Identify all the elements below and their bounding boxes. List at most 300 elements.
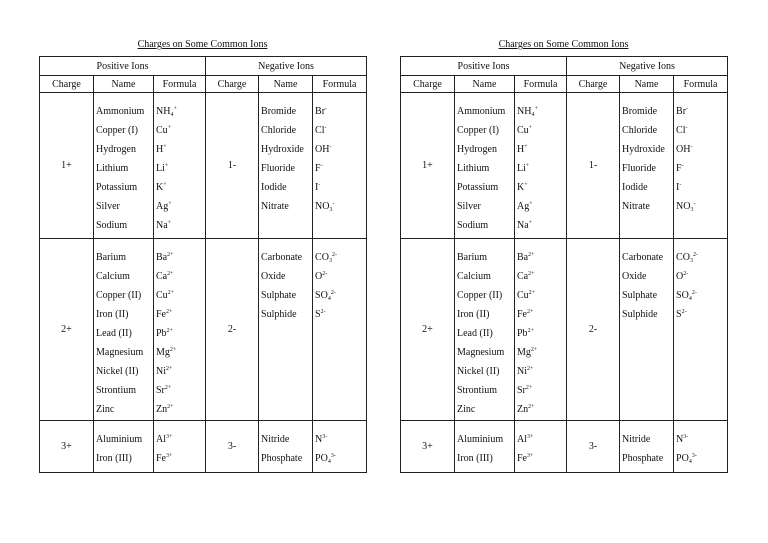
ion-formula: [676, 102, 727, 121]
formula-charge: 3-: [330, 453, 336, 459]
negative-formula-cell: [674, 421, 728, 473]
ion-name: Fluoride: [261, 163, 295, 174]
formula-charge: 2+: [167, 271, 174, 277]
ion-name: Magnesium: [457, 347, 505, 358]
formula-charge: 2-: [692, 252, 698, 258]
formula-charge: +: [167, 125, 172, 131]
table-row: [40, 93, 367, 239]
ion-formula: [315, 178, 366, 197]
formula-charge: 2-: [330, 290, 336, 296]
formula-symbol: Al: [156, 434, 166, 445]
formula-charge: -: [693, 201, 696, 207]
formula-charge: 2+: [164, 385, 172, 391]
formula-symbol: Br: [676, 106, 687, 117]
ion-formula: [315, 121, 366, 140]
ion-formula: [517, 267, 566, 286]
ion-name: Nitrate: [261, 201, 289, 212]
ion-name: Hydrogen: [457, 144, 497, 155]
negative-name-cell: [620, 239, 674, 421]
negative-name-cell: [620, 421, 674, 473]
formula-charge: +: [163, 144, 167, 150]
negative-name-cell: [259, 421, 313, 473]
ion-table: [400, 56, 728, 473]
ion-name: Nitride: [261, 434, 290, 445]
ion-formula: [315, 286, 366, 305]
positive-charge-cell: 3+: [401, 421, 455, 473]
name-header: Name: [259, 76, 313, 93]
formula-subscript: 4: [531, 112, 535, 118]
formula-symbol: Ni: [156, 366, 166, 377]
formula-charge: 2+: [527, 328, 534, 334]
formula-charge: 2-: [681, 309, 687, 315]
positive-charge-cell: 1+: [40, 93, 94, 239]
ion-formula: [517, 449, 566, 468]
formula-charge: 2+: [527, 366, 534, 372]
formula-symbol: Fe: [517, 309, 527, 320]
formula-charge: +: [168, 201, 172, 207]
formula-symbol: Ag: [156, 201, 169, 212]
formula-subscript: 4: [170, 112, 174, 118]
positive-charge-cell: 2+: [40, 239, 94, 421]
negative-ions-header: Negative Ions: [567, 57, 728, 76]
formula-symbol: OH: [676, 144, 691, 155]
table-row: [40, 421, 367, 473]
ion-name: Nitrate: [622, 201, 650, 212]
ion-formula: [517, 305, 566, 324]
ion-formula: [676, 267, 727, 286]
formula-symbol: K: [156, 182, 164, 193]
negative-charge-cell: 2-: [206, 239, 259, 421]
formula-symbol: Ca: [517, 271, 529, 282]
formula-charge: +: [525, 163, 530, 169]
negative-formula-cell: [674, 239, 728, 421]
formula-subscript: 3: [689, 258, 693, 264]
ion-name: Strontium: [96, 385, 137, 396]
ion-name: Sulphide: [622, 309, 658, 320]
formula-charge: +: [167, 220, 172, 226]
ion-name: Iron (III): [457, 453, 493, 464]
ion-formula: [315, 159, 366, 178]
formula-charge: 2-: [691, 290, 697, 296]
ion-name: Barium: [457, 252, 487, 263]
positive-formula-cell: [515, 93, 567, 239]
positive-formula-cell: [154, 239, 206, 421]
ion-formula: [517, 159, 566, 178]
charge-header: Charge: [206, 76, 259, 93]
formula-charge: -: [681, 163, 684, 169]
ion-name: Zinc: [96, 404, 115, 415]
formula-symbol: Li: [517, 163, 526, 174]
ion-formula: [156, 197, 205, 216]
formula-header: Formula: [154, 76, 206, 93]
ion-formula: [676, 430, 727, 449]
formula-subscript: 3: [328, 258, 332, 264]
positive-charge-cell: 1+: [401, 93, 455, 239]
formula-subscript: 4: [327, 459, 331, 465]
name-header: Name: [455, 76, 515, 93]
ion-formula: [517, 248, 566, 267]
ion-name: Zinc: [457, 404, 476, 415]
ion-name: Iodide: [261, 182, 287, 193]
ion-formula: [676, 159, 727, 178]
positive-charge-cell: 2+: [401, 239, 455, 421]
ion-name: Bromide: [261, 106, 297, 117]
positive-ions-header: Positive Ions: [401, 57, 567, 76]
formula-charge: +: [163, 182, 167, 188]
formula-charge: 3-: [683, 434, 689, 440]
formula-subscript: 4: [688, 296, 692, 302]
formula-charge: 2-: [322, 271, 328, 277]
ion-name: Carbonate: [622, 252, 664, 263]
formula-symbol: SO: [315, 290, 328, 301]
table-row: [401, 93, 728, 239]
ion-formula: [517, 102, 566, 121]
formula-symbol: Cl: [315, 125, 325, 136]
formula-symbol: CO: [676, 252, 690, 263]
ion-name: Iodide: [622, 182, 648, 193]
ion-formula: [156, 400, 205, 419]
formula-charge: 2+: [166, 366, 173, 372]
formula-symbol: Mg: [517, 347, 531, 358]
formula-charge: -: [324, 125, 327, 131]
formula-header: Formula: [515, 76, 567, 93]
ion-formula: [517, 178, 566, 197]
ion-name: Sulphide: [261, 309, 297, 320]
ion-formula: [517, 140, 566, 159]
formula-symbol: Li: [156, 163, 165, 174]
ion-table: [39, 56, 367, 473]
ion-name: Bromide: [622, 106, 658, 117]
formula-symbol: S: [676, 309, 682, 320]
ion-formula: [156, 140, 205, 159]
ion-formula: [676, 197, 727, 216]
ion-formula: [517, 362, 566, 381]
formula-symbol: F: [315, 163, 321, 174]
charge-header: Charge: [40, 76, 94, 93]
formula-symbol: K: [517, 182, 525, 193]
ion-formula: [517, 324, 566, 343]
ion-formula: [156, 178, 205, 197]
ion-name: Chloride: [261, 125, 297, 136]
formula-charge: -: [690, 144, 693, 150]
negative-name-cell: [259, 93, 313, 239]
formula-charge: -: [679, 182, 682, 188]
ion-name: Lithium: [96, 163, 129, 174]
page-title: Charges on Some Common Ions: [137, 39, 268, 50]
ion-name: Chloride: [622, 125, 658, 136]
formula-symbol: Ba: [156, 252, 168, 263]
ion-name: Copper (I): [457, 125, 499, 136]
ion-name: Silver: [96, 201, 120, 212]
ion-name: Potassium: [457, 182, 499, 193]
formula-symbol: PO: [676, 453, 689, 464]
positive-name-cell: [455, 93, 515, 239]
formula-symbol: Cu: [517, 125, 529, 136]
ion-formula: [517, 430, 566, 449]
formula-symbol: Pb: [156, 328, 167, 339]
ion-formula: [315, 449, 366, 468]
formula-charge: 2-: [331, 252, 337, 258]
formula-charge: 2+: [169, 347, 177, 353]
ion-formula: [315, 430, 366, 449]
formula-symbol: O: [676, 271, 684, 282]
formula-charge: +: [534, 106, 538, 112]
ion-name: Aluminium: [96, 434, 143, 445]
negative-formula-cell: [674, 93, 728, 239]
ion-chart-left: [39, 36, 366, 473]
ion-formula: [517, 400, 566, 419]
ion-name: Hydroxide: [261, 144, 304, 155]
positive-name-cell: [455, 239, 515, 421]
formula-charge: 3+: [166, 453, 173, 459]
formula-charge: 2+: [527, 309, 534, 315]
ion-chart-right: [400, 36, 727, 473]
ion-formula: [156, 248, 205, 267]
ion-name: Silver: [457, 201, 481, 212]
formula-symbol: OH: [315, 144, 330, 155]
positive-name-cell: [455, 421, 515, 473]
table-row: [40, 239, 367, 421]
formula-charge: 3+: [166, 434, 173, 440]
formula-symbol: Sr: [156, 385, 165, 396]
formula-symbol: Fe: [156, 309, 166, 320]
ion-formula: [156, 159, 205, 178]
formula-charge: +: [528, 220, 533, 226]
formula-charge: -: [332, 201, 335, 207]
ion-name: Iron (II): [457, 309, 490, 320]
ion-body: [401, 93, 728, 473]
formula-charge: 2+: [167, 404, 174, 410]
ion-formula: [156, 343, 205, 362]
formula-symbol: Ag: [517, 201, 530, 212]
formula-symbol: Al: [517, 434, 527, 445]
negative-charge-cell: 2-: [567, 239, 620, 421]
formula-charge: 2+: [525, 385, 533, 391]
ion-name: Calcium: [457, 271, 491, 282]
negative-charge-cell: 1-: [567, 93, 620, 239]
ion-name: Strontium: [457, 385, 498, 396]
ion-formula: [156, 305, 205, 324]
formula-charge: 2+: [528, 404, 535, 410]
positive-formula-cell: [154, 421, 206, 473]
page-title: Charges on Some Common Ions: [498, 39, 629, 50]
formula-symbol: Na: [517, 220, 529, 231]
formula-symbol: Mg: [156, 347, 170, 358]
ion-name: Iron (II): [96, 309, 129, 320]
formula-symbol: Sr: [517, 385, 526, 396]
ion-formula: [156, 121, 205, 140]
ion-name: Fluoride: [622, 163, 656, 174]
negative-ions-header: Negative Ions: [206, 57, 367, 76]
ion-formula: [156, 449, 205, 468]
formula-symbol: Br: [315, 106, 326, 117]
ion-name: Calcium: [96, 271, 130, 282]
formula-header: Formula: [313, 76, 367, 93]
ion-formula: [156, 216, 205, 235]
formula-symbol: NO: [315, 201, 330, 212]
negative-charge-cell: 3-: [206, 421, 259, 473]
ion-name: Hydrogen: [96, 144, 136, 155]
ion-formula: [315, 305, 366, 324]
ion-body: [40, 93, 367, 473]
formula-charge: +: [529, 201, 533, 207]
formula-charge: -: [686, 106, 689, 112]
ion-formula: [676, 121, 727, 140]
ion-name: Aluminium: [457, 434, 504, 445]
ion-name: Sulphate: [261, 290, 297, 301]
ion-name: Ammonium: [96, 106, 145, 117]
positive-charge-cell: 3+: [40, 421, 94, 473]
formula-charge: -: [685, 125, 688, 131]
positive-formula-cell: [515, 421, 567, 473]
formula-symbol: O: [315, 271, 323, 282]
formula-symbol: NO: [676, 201, 691, 212]
positive-name-cell: [94, 421, 154, 473]
charge-header: Charge: [567, 76, 620, 93]
formula-symbol: H: [517, 144, 525, 155]
ion-formula: [676, 140, 727, 159]
ion-formula: [156, 381, 205, 400]
formula-symbol: Zn: [517, 404, 529, 415]
formula-symbol: Cu: [517, 290, 529, 301]
ion-name: Sodium: [96, 220, 128, 231]
formula-subscript: 4: [688, 459, 692, 465]
ion-name: Lead (II): [457, 328, 493, 339]
ion-formula: [315, 267, 366, 286]
name-header: Name: [620, 76, 674, 93]
ion-formula: [676, 449, 727, 468]
negative-charge-cell: 3-: [567, 421, 620, 473]
formula-charge: 2+: [167, 290, 175, 296]
charge-header: Charge: [401, 76, 455, 93]
formula-symbol: I: [315, 182, 319, 193]
formula-charge: -: [320, 163, 323, 169]
ion-formula: [676, 305, 727, 324]
ion-formula: [517, 286, 566, 305]
ion-formula: [156, 267, 205, 286]
negative-name-cell: [620, 93, 674, 239]
ion-formula: [156, 324, 205, 343]
ion-name: Ammonium: [457, 106, 506, 117]
formula-symbol: I: [676, 182, 680, 193]
formula-symbol: Cu: [156, 290, 168, 301]
ion-formula: [517, 343, 566, 362]
formula-charge: +: [164, 163, 169, 169]
ion-formula: [315, 140, 366, 159]
ion-formula: [156, 430, 205, 449]
ion-name: Nickel (II): [96, 366, 139, 377]
formula-symbol: Cl: [676, 125, 686, 136]
ion-formula: [156, 102, 205, 121]
formula-symbol: H: [156, 144, 164, 155]
ion-name: Oxide: [622, 271, 647, 282]
negative-formula-cell: [313, 421, 367, 473]
positive-name-cell: [94, 239, 154, 421]
ion-formula: [517, 381, 566, 400]
ion-name: Oxide: [261, 271, 286, 282]
formula-charge: 2+: [167, 252, 174, 258]
ion-formula: [676, 248, 727, 267]
ion-name: Carbonate: [261, 252, 303, 263]
positive-ions-header: Positive Ions: [40, 57, 206, 76]
ion-name: Lead (II): [96, 328, 132, 339]
formula-symbol: S: [315, 309, 321, 320]
formula-charge: -: [325, 106, 328, 112]
ion-name: Iron (III): [96, 453, 132, 464]
formula-charge: 2-: [320, 309, 326, 315]
negative-charge-cell: 1-: [206, 93, 259, 239]
formula-symbol: NH: [156, 106, 171, 117]
ion-name: Barium: [96, 252, 126, 263]
negative-name-cell: [259, 239, 313, 421]
formula-symbol: Ni: [517, 366, 527, 377]
formula-symbol: Ca: [156, 271, 168, 282]
formula-charge: -: [318, 182, 321, 188]
formula-charge: +: [528, 125, 533, 131]
ion-formula: [517, 121, 566, 140]
name-header: Name: [94, 76, 154, 93]
formula-header: Formula: [674, 76, 728, 93]
formula-charge: +: [524, 144, 528, 150]
ion-name: Lithium: [457, 163, 490, 174]
formula-symbol: F: [676, 163, 682, 174]
negative-formula-cell: [313, 93, 367, 239]
formula-symbol: Ba: [517, 252, 529, 263]
formula-charge: 3+: [527, 453, 534, 459]
formula-symbol: NH: [517, 106, 532, 117]
ion-name: Copper (II): [96, 290, 142, 301]
positive-formula-cell: [515, 239, 567, 421]
ion-formula: [315, 197, 366, 216]
formula-symbol: Fe: [517, 453, 527, 464]
formula-symbol: Cu: [156, 125, 168, 136]
formula-charge: 3+: [527, 434, 534, 440]
ion-formula: [156, 362, 205, 381]
formula-symbol: CO: [315, 252, 329, 263]
formula-charge: +: [173, 106, 177, 112]
table-row: [401, 421, 728, 473]
ion-name: Magnesium: [96, 347, 144, 358]
formula-charge: 2+: [166, 309, 173, 315]
formula-subscript: 4: [327, 296, 331, 302]
positive-name-cell: [94, 93, 154, 239]
ion-formula: [156, 286, 205, 305]
ion-formula: [676, 178, 727, 197]
ion-formula: [315, 102, 366, 121]
ion-name: Hydroxide: [622, 144, 665, 155]
formula-charge: 2+: [528, 252, 535, 258]
ion-name: Phosphate: [622, 453, 664, 464]
formula-symbol: Na: [156, 220, 168, 231]
ion-formula: [517, 197, 566, 216]
ion-name: Nitride: [622, 434, 651, 445]
formula-charge: 2-: [683, 271, 689, 277]
ion-formula: [676, 286, 727, 305]
formula-charge: 2+: [530, 347, 538, 353]
formula-symbol: Fe: [156, 453, 166, 464]
formula-subscript: 3: [690, 207, 694, 213]
formula-charge: 2+: [166, 328, 173, 334]
formula-symbol: N: [676, 434, 684, 445]
formula-symbol: Zn: [156, 404, 168, 415]
ion-name: Sulphate: [622, 290, 658, 301]
formula-charge: 3-: [691, 453, 697, 459]
ion-name: Sodium: [457, 220, 489, 231]
formula-symbol: PO: [315, 453, 328, 464]
formula-charge: 2+: [528, 271, 535, 277]
positive-formula-cell: [154, 93, 206, 239]
formula-subscript: 3: [329, 207, 333, 213]
